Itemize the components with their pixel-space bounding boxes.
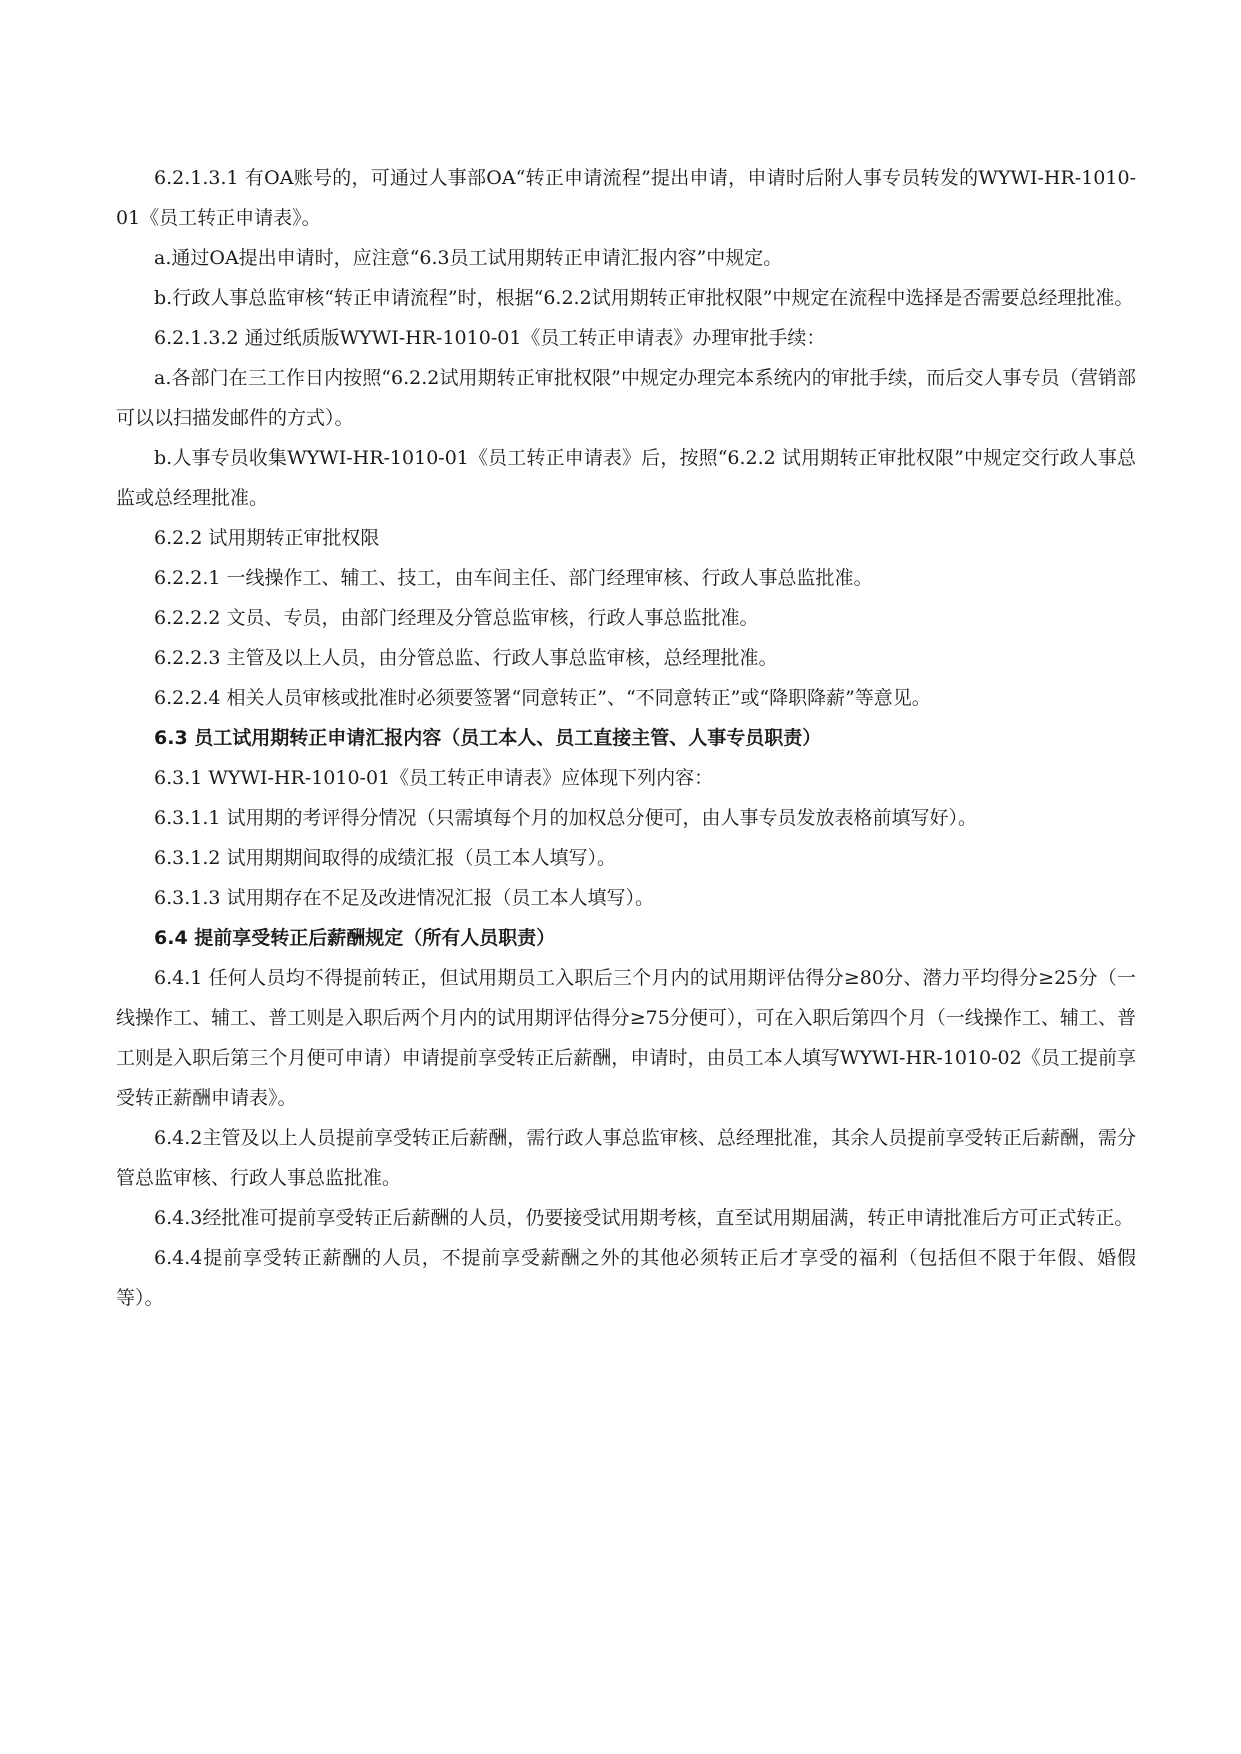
paragraph-6-3-1-2: 6.3.1.2 试用期期间取得的成绩汇报（员工本人填写）。 <box>154 847 617 869</box>
paragraph-6-2-1-3-1: 6.2.1.3.1 有OA账号的，可通过人事部OA“转正申请流程”提出申请，申请时后附人事专员转发的WYWI-HR-1010-01《员工转正申请表》。 <box>116 167 1136 229</box>
paragraph-6-4-4: 6.4.4提前享受转正薪酬的人员，不提前享受薪酬之外的其他必须转正后才享受的福利（包括但不限于年假、婚假等）。 <box>116 1247 1136 1309</box>
paragraph-6-2-2-2: 6.2.2.2 文员、专员，由部门经理及分管总监审核，行政人事总监批准。 <box>154 607 759 629</box>
paragraph-6-2-1-3-2-a: a.各部门在三工作日内按照“6.2.2试用期转正审批权限”中规定办理完本系统内的审批手续，而后交人事专员（营销部可以以扫描发邮件的方式）。 <box>116 367 1136 429</box>
paragraph-6-2-1-3-1-b: b.行政人事总监审核“转正申请流程”时，根据“6.2.2试用期转正审批权限”中规定在流程中选择是否需要总经理批准。 <box>154 287 1134 309</box>
paragraph-6-2-1-3-1-a: a.通过OA提出申请时，应注意“6.3员工试用期转正申请汇报内容”中规定。 <box>154 247 783 269</box>
paragraph-6-2-2-3: 6.2.2.3 主管及以上人员，由分管总监、行政人事总监审核，总经理批准。 <box>154 647 778 669</box>
paragraph-6-2-2-1: 6.2.2.1 一线操作工、辅工、技工，由车间主任、部门经理审核、行政人事总监批准。 <box>154 567 873 589</box>
paragraph-6-3-1-3: 6.3.1.3 试用期存在不足及改进情况汇报（员工本人填写）。 <box>154 887 655 909</box>
paragraph-6-3-1: 6.3.1 WYWI-HR-1010-01《员工转正申请表》应体现下列内容： <box>154 767 714 789</box>
paragraph-6-3-1-1: 6.3.1.1 试用期的考评得分情况（只需填每个月的加权总分便可，由人事专员发放表格前填写好）。 <box>154 807 978 829</box>
paragraph-6-4-1: 6.4.1 任何人员均不得提前转正，但试用期员工入职后三个月内的试用期评估得分≥80分、潜力平均得分≥25分（一线操作工、辅工、普工则是入职后两个月内的试用期评估得分≥75分便可），可在入职后第四个月（一线操作工、辅工、普工则是入职后第三个月便可申请）申请提前享受转正后薪酬，申请时，由员工本人填写WYWI-HR-1010-02《员工提前享受转正薪酬申请表》。 <box>116 967 1136 1109</box>
paragraph-6-4-3: 6.4.3经批准可提前享受转正后薪酬的人员，仍要接受试用期考核，直至试用期届满，转正申请批准后方可正式转正。 <box>154 1207 1134 1229</box>
section-heading-6-4: 6.4 提前享受转正后薪酬规定（所有人员职责） <box>154 927 556 949</box>
paragraph-6-2-1-3-2-b: b.人事专员收集WYWI-HR-1010-01《员工转正申请表》后，按照“6.2.2 试用期转正审批权限”中规定交行政人事总监或总经理批准。 <box>116 447 1136 509</box>
document-body <box>116 158 1136 1318</box>
paragraph-6-2-1-3-2: 6.2.1.3.2 通过纸质版WYWI-HR-1010-01《员工转正申请表》办理审批手续： <box>154 327 826 349</box>
paragraph-6-2-2: 6.2.2 试用期转正审批权限 <box>154 527 380 549</box>
paragraph-6-4-2: 6.4.2主管及以上人员提前享受转正后薪酬，需行政人事总监审核、总经理批准，其余人员提前享受转正后薪酬，需分管总监审核、行政人事总监批准。 <box>116 1127 1136 1189</box>
paragraph-6-2-2-4: 6.2.2.4 相关人员审核或批准时必须要签署“同意转正”、“不同意转正”或“降职降薪”等意见。 <box>154 687 931 709</box>
section-heading-6-3: 6.3 员工试用期转正申请汇报内容（员工本人、员工直接主管、人事专员职责） <box>154 727 822 749</box>
